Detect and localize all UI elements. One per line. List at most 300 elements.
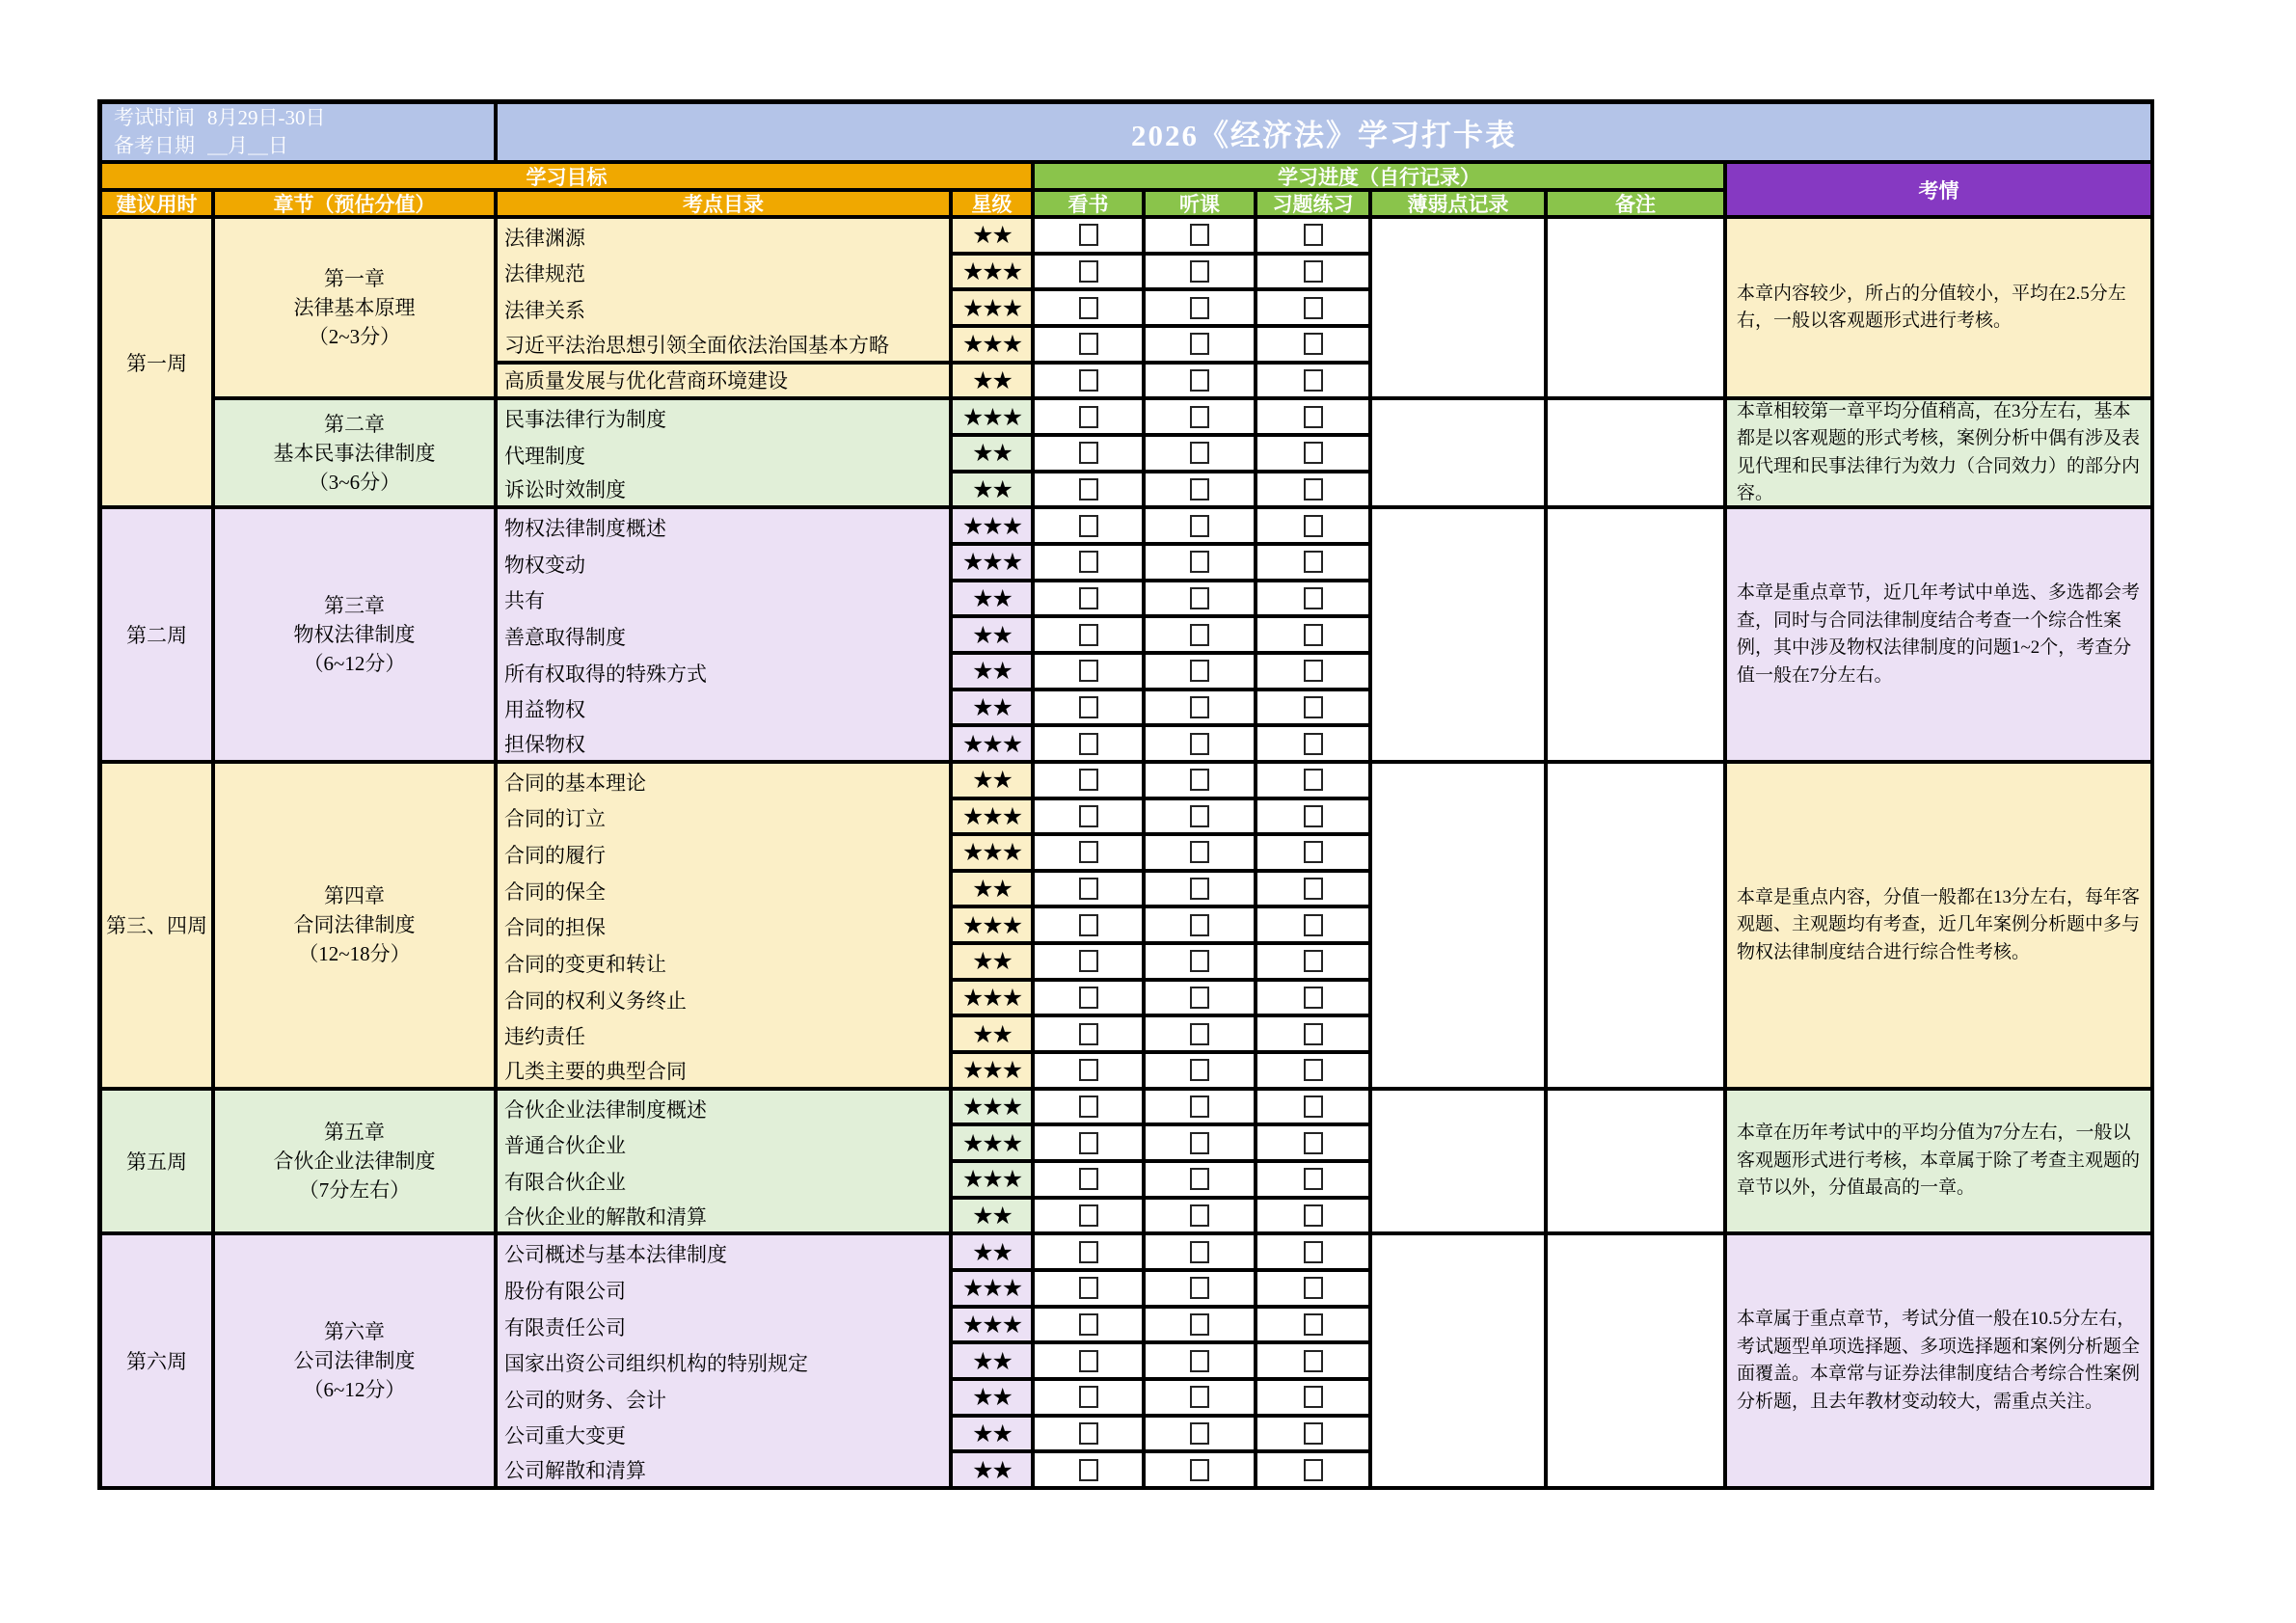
checkbox-practice[interactable] [1304, 878, 1323, 900]
checkbox-listen[interactable] [1190, 624, 1209, 646]
checkbox-read[interactable] [1079, 515, 1098, 537]
checkbox-listen[interactable] [1190, 515, 1209, 537]
chapter-number: 第五章 [324, 1121, 385, 1145]
checkbox-cell-read [1035, 328, 1146, 365]
exam-info-cell: 本章是重点章节，近几年考试中单选、多选都会考查，同时与合同法律制度结合考查一个综合性案例，其中涉及物权法律制度的问题1~2个，考查分值一般在7分左右。 [1727, 509, 2154, 764]
checkbox-cell-listen [1146, 1235, 1257, 1272]
topic-cell: 合同的担保 [498, 908, 953, 945]
band-exam-info: 考情 [1727, 164, 2154, 219]
checkbox-read[interactable] [1079, 660, 1098, 682]
checkbox-listen[interactable] [1190, 1241, 1209, 1263]
checkbox-cell-practice [1257, 800, 1372, 837]
checkbox-cell-read [1035, 764, 1146, 800]
checkbox-cell-practice [1257, 1126, 1372, 1163]
week-cell: 第五周 [102, 1091, 215, 1236]
checkbox-practice[interactable] [1304, 587, 1323, 609]
checkbox-read[interactable] [1079, 1168, 1098, 1190]
topic-cell: 有限责任公司 [498, 1309, 953, 1345]
topic-cell: 公司的财务、会计 [498, 1381, 953, 1418]
checkbox-cell-practice [1257, 618, 1372, 655]
star-rating: ★★ [953, 655, 1035, 691]
checkbox-practice[interactable] [1304, 1386, 1323, 1408]
exam-info-cell: 本章相较第一章平均分值稍高，在3分左右，基本都是以客观题的形式考核，案例分析中偶有涉及表见代理和民事法律行为效力（合同效力）的部分内容。 [1727, 400, 2154, 509]
checkbox-cell-practice [1257, 1163, 1372, 1200]
checkbox-listen[interactable] [1190, 369, 1209, 392]
star-rating: ★★ [953, 1381, 1035, 1418]
week-cell: 第六周 [102, 1235, 215, 1490]
checkbox-cell-practice [1257, 219, 1372, 256]
checkbox-cell-practice [1257, 1091, 1372, 1127]
band-study-goal: 学习目标 [102, 164, 1035, 192]
chapter-score-range: （12~18分） [298, 942, 411, 966]
checkbox-read[interactable] [1079, 1313, 1098, 1336]
remark-cell[interactable] [1548, 509, 1727, 764]
chapter-cell [215, 764, 498, 1091]
chapter-title: 合伙企业法律制度 [273, 1150, 436, 1174]
checkbox-listen[interactable] [1190, 1313, 1209, 1336]
checkbox-cell-practice [1257, 655, 1372, 691]
col-header-stars: 星级 [953, 192, 1035, 219]
star-rating: ★★★ [953, 328, 1035, 365]
checkbox-cell-read [1035, 800, 1146, 837]
study-checkin-table [97, 99, 2154, 1490]
band-study-progress: 学习进度（自行记录） [1035, 164, 1727, 192]
checkbox-cell-listen [1146, 1381, 1257, 1418]
checkbox-cell-practice [1257, 945, 1372, 982]
checkbox-practice[interactable] [1304, 515, 1323, 537]
checkbox-read[interactable] [1079, 1386, 1098, 1408]
chapter-number: 第三章 [324, 594, 385, 618]
checkbox-cell-practice [1257, 437, 1372, 473]
week-cell: 第一周 [102, 219, 215, 509]
prep-date-label: 备考日期 [114, 134, 195, 157]
chapter-title: 公司法律制度 [293, 1349, 416, 1373]
checkbox-cell-read [1035, 473, 1146, 510]
checkbox-cell-read [1035, 582, 1146, 619]
topic-cell: 公司重大变更 [498, 1418, 953, 1454]
exam-time-value: 8月29日-30日 [207, 106, 326, 129]
checkbox-cell-practice [1257, 908, 1372, 945]
checkbox-read[interactable] [1079, 551, 1098, 573]
checkbox-cell-listen [1146, 800, 1257, 837]
chapter-cell [215, 219, 498, 400]
exam-time-label: 考试时间 [114, 106, 195, 129]
checkbox-cell-read [1035, 437, 1146, 473]
checkbox-practice[interactable] [1304, 1204, 1323, 1227]
checkbox-listen[interactable] [1190, 1422, 1209, 1445]
topic-cell: 合伙企业的解散和清算 [498, 1200, 953, 1236]
checkbox-practice[interactable] [1304, 406, 1323, 428]
checkbox-read[interactable] [1079, 406, 1098, 428]
topic-cell: 公司概述与基本法律制度 [498, 1235, 953, 1272]
star-rating: ★★ [953, 1344, 1035, 1381]
star-rating: ★★ [953, 873, 1035, 909]
checkbox-cell-read [1035, 219, 1146, 256]
star-rating: ★★ [953, 365, 1035, 401]
star-rating: ★★★ [953, 800, 1035, 837]
prep-date-row [109, 132, 288, 160]
checkbox-cell-read [1035, 1309, 1146, 1345]
star-rating: ★★★ [953, 291, 1035, 328]
checkbox-cell-listen [1146, 945, 1257, 982]
checkbox-read[interactable] [1079, 260, 1098, 283]
checkbox-listen[interactable] [1190, 1132, 1209, 1154]
checkbox-practice[interactable] [1304, 950, 1323, 972]
topic-cell: 合同的保全 [498, 873, 953, 909]
topic-cell: 诉讼时效制度 [498, 473, 953, 510]
checkbox-practice[interactable] [1304, 1350, 1323, 1372]
checkbox-cell-read [1035, 727, 1146, 764]
checkbox-read[interactable] [1079, 478, 1098, 500]
checkbox-cell-listen [1146, 618, 1257, 655]
checkbox-practice[interactable] [1304, 660, 1323, 682]
checkbox-read[interactable] [1079, 987, 1098, 1009]
checkbox-cell-listen [1146, 982, 1257, 1018]
topic-cell: 担保物权 [498, 727, 953, 764]
topic-cell: 合同的订立 [498, 800, 953, 837]
checkbox-listen[interactable] [1190, 406, 1209, 428]
checkbox-practice[interactable] [1304, 841, 1323, 863]
col-header-time: 建议用时 [102, 192, 215, 219]
weakness-record-cell[interactable] [1372, 400, 1548, 509]
checkbox-cell-listen [1146, 691, 1257, 728]
checkbox-cell-read [1035, 1418, 1146, 1454]
star-rating: ★★ [953, 764, 1035, 800]
checkbox-practice[interactable] [1304, 260, 1323, 283]
checkbox-cell-read [1035, 655, 1146, 691]
checkbox-practice[interactable] [1304, 1241, 1323, 1263]
checkbox-read[interactable] [1079, 805, 1098, 827]
checkbox-cell-practice [1257, 509, 1372, 546]
checkbox-read[interactable] [1079, 696, 1098, 718]
checkbox-practice[interactable] [1304, 551, 1323, 573]
weakness-record-cell[interactable] [1372, 1235, 1548, 1490]
chapter-cell [215, 1091, 498, 1236]
checkbox-practice[interactable] [1304, 805, 1323, 827]
checkbox-listen[interactable] [1190, 587, 1209, 609]
checkbox-cell-listen [1146, 1309, 1257, 1345]
checkbox-listen[interactable] [1190, 333, 1209, 355]
checkbox-cell-listen [1146, 1272, 1257, 1309]
checkbox-cell-practice [1257, 1200, 1372, 1236]
checkbox-practice[interactable] [1304, 1277, 1323, 1299]
checkbox-cell-practice [1257, 328, 1372, 365]
checkbox-cell-listen [1146, 473, 1257, 510]
topic-cell: 高质量发展与优化营商环境建设 [498, 365, 953, 401]
star-rating: ★★ [953, 437, 1035, 473]
star-rating: ★★★ [953, 256, 1035, 292]
chapter-score-range: （2~3分） [308, 325, 401, 349]
checkbox-read[interactable] [1079, 1204, 1098, 1227]
topic-cell: 有限合伙企业 [498, 1163, 953, 1200]
checkbox-read[interactable] [1079, 624, 1098, 646]
exam-info-cell: 本章内容较少，所占的分值较小，平均在2.5分左右，一般以客观题形式进行考核。 [1727, 219, 2154, 400]
col-header-read: 看书 [1035, 192, 1146, 219]
checkbox-read[interactable] [1079, 369, 1098, 392]
checkbox-cell-read [1035, 1126, 1146, 1163]
checkbox-cell-listen [1146, 400, 1257, 437]
checkbox-cell-listen [1146, 546, 1257, 582]
checkbox-listen[interactable] [1190, 442, 1209, 464]
checkbox-read[interactable] [1079, 769, 1098, 791]
checkbox-practice[interactable] [1304, 442, 1323, 464]
prep-date-value[interactable]: ＿月＿日 [207, 134, 288, 157]
chapter-title: 物权法律制度 [293, 623, 416, 647]
checkbox-read[interactable] [1079, 841, 1098, 863]
checkbox-cell-read [1035, 1453, 1146, 1490]
page-title: 2026《经济法》学习打卡表 [498, 104, 2154, 164]
checkbox-cell-listen [1146, 582, 1257, 619]
checkbox-read[interactable] [1079, 878, 1098, 900]
checkbox-cell-listen [1146, 1126, 1257, 1163]
checkbox-cell-read [1035, 618, 1146, 655]
checkbox-cell-practice [1257, 727, 1372, 764]
star-rating: ★★★ [953, 546, 1035, 582]
remark-cell[interactable] [1548, 1235, 1727, 1490]
col-header-remark: 备注 [1548, 192, 1727, 219]
star-rating: ★★★ [953, 1126, 1035, 1163]
star-rating: ★★★ [953, 1054, 1035, 1091]
checkbox-listen[interactable] [1190, 878, 1209, 900]
checkbox-cell-read [1035, 908, 1146, 945]
checkbox-cell-read [1035, 873, 1146, 909]
checkbox-cell-practice [1257, 1272, 1372, 1309]
checkbox-listen[interactable] [1190, 478, 1209, 500]
weakness-record-cell[interactable] [1372, 764, 1548, 1091]
exam-info-cell: 本章在历年考试中的平均分值为7分左右，一般以客观题形式进行考核，本章属于除了考查主观题的章节以外，分值最高的一章。 [1727, 1091, 2154, 1236]
checkbox-read[interactable] [1079, 587, 1098, 609]
checkbox-listen[interactable] [1190, 950, 1209, 972]
checkbox-read[interactable] [1079, 1059, 1098, 1081]
checkbox-read[interactable] [1079, 1459, 1098, 1481]
topic-cell: 国家出资公司组织机构的特别规定 [498, 1344, 953, 1381]
star-rating: ★★ [953, 945, 1035, 982]
topic-cell: 股份有限公司 [498, 1272, 953, 1309]
checkbox-practice[interactable] [1304, 224, 1323, 246]
star-rating: ★★ [953, 1200, 1035, 1236]
weakness-record-cell[interactable] [1372, 1091, 1548, 1236]
checkbox-read[interactable] [1079, 1023, 1098, 1045]
checkbox-cell-listen [1146, 873, 1257, 909]
chapter-number: 第一章 [324, 267, 385, 291]
week-cell: 第二周 [102, 509, 215, 764]
checkbox-cell-practice [1257, 1017, 1372, 1054]
checkbox-cell-listen [1146, 836, 1257, 873]
checkbox-practice[interactable] [1304, 914, 1323, 936]
checkbox-cell-listen [1146, 291, 1257, 328]
weakness-record-cell[interactable] [1372, 219, 1548, 400]
checkbox-cell-read [1035, 1017, 1146, 1054]
chapter-number: 第二章 [324, 412, 385, 436]
star-rating: ★★ [953, 618, 1035, 655]
checkbox-read[interactable] [1079, 297, 1098, 319]
checkbox-practice[interactable] [1304, 1422, 1323, 1445]
checkbox-cell-listen [1146, 1091, 1257, 1127]
checkbox-cell-read [1035, 546, 1146, 582]
col-header-topics: 考点目录 [498, 192, 953, 219]
checkbox-practice[interactable] [1304, 1059, 1323, 1081]
exam-meta-box [102, 104, 498, 164]
checkbox-practice[interactable] [1304, 1313, 1323, 1336]
remark-cell[interactable] [1548, 400, 1727, 509]
checkbox-listen[interactable] [1190, 551, 1209, 573]
star-rating: ★★ [953, 1453, 1035, 1490]
checkbox-read[interactable] [1079, 914, 1098, 936]
chapter-score-range: （3~6分） [308, 470, 401, 494]
checkbox-listen[interactable] [1190, 914, 1209, 936]
chapter-title: 法律基本原理 [293, 296, 416, 320]
checkbox-cell-practice [1257, 1309, 1372, 1345]
checkbox-practice[interactable] [1304, 478, 1323, 500]
checkbox-read[interactable] [1079, 224, 1098, 246]
checkbox-read[interactable] [1079, 950, 1098, 972]
checkbox-listen[interactable] [1190, 260, 1209, 283]
checkbox-read[interactable] [1079, 1422, 1098, 1445]
topic-cell: 公司解散和清算 [498, 1453, 953, 1490]
topic-cell: 法律关系 [498, 291, 953, 328]
checkbox-cell-read [1035, 256, 1146, 292]
star-rating: ★★ [953, 691, 1035, 728]
checkbox-cell-read [1035, 691, 1146, 728]
exam-info-cell: 本章属于重点章节，考试分值一般在10.5分左右，考试题型单项选择题、多项选择题和案例分析题全面覆盖。本章常与证券法律制度结合考综合性案例分析题，且去年教材变动较大，需重点关注。 [1727, 1235, 2154, 1490]
topic-cell: 物权法律制度概述 [498, 509, 953, 546]
checkbox-cell-practice [1257, 1418, 1372, 1454]
col-header-practice: 习题练习 [1257, 192, 1372, 219]
checkbox-cell-read [1035, 836, 1146, 873]
checkbox-cell-listen [1146, 655, 1257, 691]
checkbox-cell-read [1035, 1272, 1146, 1309]
topic-cell: 合伙企业法律制度概述 [498, 1091, 953, 1127]
checkbox-practice[interactable] [1304, 1096, 1323, 1118]
checkbox-cell-practice [1257, 256, 1372, 292]
checkbox-listen[interactable] [1190, 987, 1209, 1009]
topic-cell: 法律规范 [498, 256, 953, 292]
checkbox-read[interactable] [1079, 1350, 1098, 1372]
checkbox-cell-read [1035, 1381, 1146, 1418]
chapter-cell [215, 509, 498, 764]
checkbox-cell-listen [1146, 1017, 1257, 1054]
checkbox-cell-practice [1257, 582, 1372, 619]
checkbox-listen[interactable] [1190, 297, 1209, 319]
chapter-cell [215, 400, 498, 509]
topic-cell: 几类主要的典型合同 [498, 1054, 953, 1091]
checkbox-cell-read [1035, 1235, 1146, 1272]
topic-cell: 合同的权利义务终止 [498, 982, 953, 1018]
checkbox-read[interactable] [1079, 333, 1098, 355]
checkbox-listen[interactable] [1190, 1204, 1209, 1227]
checkbox-cell-practice [1257, 546, 1372, 582]
checkbox-listen[interactable] [1190, 841, 1209, 863]
checkbox-practice[interactable] [1304, 1168, 1323, 1190]
checkbox-cell-practice [1257, 473, 1372, 510]
checkbox-listen[interactable] [1190, 805, 1209, 827]
checkbox-listen[interactable] [1190, 1386, 1209, 1408]
checkbox-read[interactable] [1079, 733, 1098, 755]
checkbox-cell-read [1035, 982, 1146, 1018]
checkbox-listen[interactable] [1190, 733, 1209, 755]
checkbox-cell-listen [1146, 1453, 1257, 1490]
col-header-weakness: 薄弱点记录 [1372, 192, 1548, 219]
checkbox-listen[interactable] [1190, 1059, 1209, 1081]
checkbox-practice[interactable] [1304, 1023, 1323, 1045]
weakness-record-cell[interactable] [1372, 509, 1548, 764]
exam-info-cell: 本章是重点内容，分值一般都在13分左右，每年客观题、主观题均有考查，近几年案例分析题中多与物权法律制度结合进行综合性考核。 [1727, 764, 2154, 1091]
chapter-score-range: （6~12分） [303, 1378, 406, 1402]
checkbox-practice[interactable] [1304, 297, 1323, 319]
remark-cell[interactable] [1548, 764, 1727, 1091]
remark-cell[interactable] [1548, 219, 1727, 400]
checkbox-cell-read [1035, 400, 1146, 437]
topic-cell: 法律渊源 [498, 219, 953, 256]
topic-cell: 普通合伙企业 [498, 1126, 953, 1163]
star-rating: ★★★ [953, 727, 1035, 764]
checkbox-cell-practice [1257, 1054, 1372, 1091]
checkbox-read[interactable] [1079, 1132, 1098, 1154]
checkbox-listen[interactable] [1190, 769, 1209, 791]
checkbox-cell-read [1035, 509, 1146, 546]
checkbox-listen[interactable] [1190, 1350, 1209, 1372]
remark-cell[interactable] [1548, 1091, 1727, 1236]
checkbox-cell-practice [1257, 1235, 1372, 1272]
checkbox-cell-read [1035, 1054, 1146, 1091]
checkbox-practice[interactable] [1304, 696, 1323, 718]
star-rating: ★★★ [953, 836, 1035, 873]
topic-cell: 共有 [498, 582, 953, 619]
checkbox-listen[interactable] [1190, 1023, 1209, 1045]
checkbox-practice[interactable] [1304, 987, 1323, 1009]
star-rating: ★★ [953, 1418, 1035, 1454]
checkbox-cell-practice [1257, 691, 1372, 728]
topic-cell: 代理制度 [498, 437, 953, 473]
checkbox-practice[interactable] [1304, 624, 1323, 646]
checkbox-listen[interactable] [1190, 224, 1209, 246]
checkbox-cell-practice [1257, 1381, 1372, 1418]
topic-cell: 违约责任 [498, 1017, 953, 1054]
checkbox-cell-listen [1146, 1163, 1257, 1200]
checkbox-read[interactable] [1079, 442, 1098, 464]
star-rating: ★★★ [953, 1309, 1035, 1345]
chapter-number: 第四章 [324, 884, 385, 908]
checkbox-practice[interactable] [1304, 1459, 1323, 1481]
checkbox-practice[interactable] [1304, 369, 1323, 392]
checkbox-cell-read [1035, 365, 1146, 401]
checkbox-cell-read [1035, 945, 1146, 982]
checkbox-listen[interactable] [1190, 1168, 1209, 1190]
checkbox-practice[interactable] [1304, 733, 1323, 755]
checkbox-cell-listen [1146, 365, 1257, 401]
checkbox-practice[interactable] [1304, 1132, 1323, 1154]
col-header-chapter: 章节（预估分值） [215, 192, 498, 219]
checkbox-read[interactable] [1079, 1277, 1098, 1299]
checkbox-read[interactable] [1079, 1096, 1098, 1118]
checkbox-cell-listen [1146, 727, 1257, 764]
checkbox-listen[interactable] [1190, 1277, 1209, 1299]
star-rating: ★★ [953, 473, 1035, 510]
checkbox-practice[interactable] [1304, 333, 1323, 355]
checkbox-read[interactable] [1079, 1241, 1098, 1263]
checkbox-listen[interactable] [1190, 1459, 1209, 1481]
checkbox-practice[interactable] [1304, 769, 1323, 791]
checkbox-listen[interactable] [1190, 660, 1209, 682]
checkbox-listen[interactable] [1190, 696, 1209, 718]
checkbox-cell-read [1035, 1091, 1146, 1127]
checkbox-cell-listen [1146, 908, 1257, 945]
star-rating: ★★★ [953, 509, 1035, 546]
checkbox-cell-listen [1146, 437, 1257, 473]
checkbox-listen[interactable] [1190, 1096, 1209, 1118]
checkbox-cell-practice [1257, 1344, 1372, 1381]
topic-cell: 所有权取得的特殊方式 [498, 655, 953, 691]
